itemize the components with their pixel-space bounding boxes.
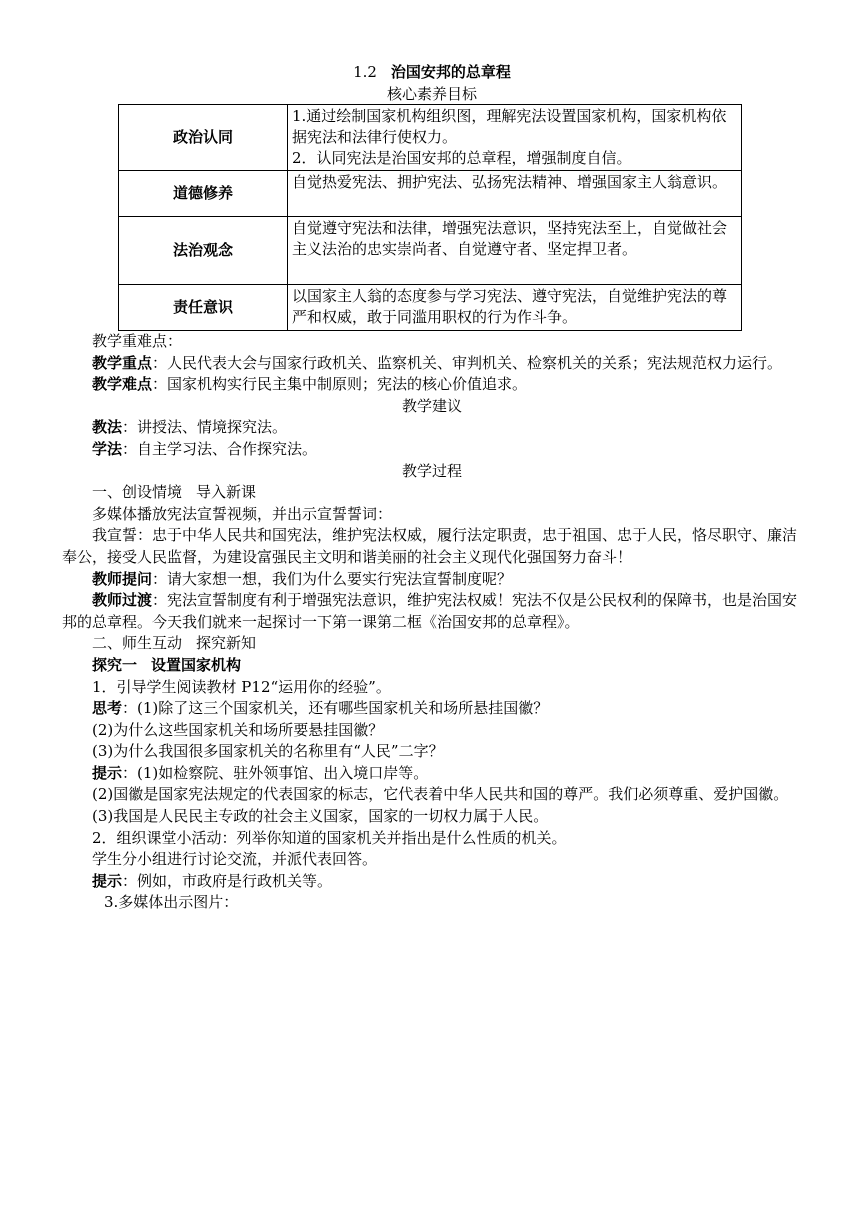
paragraph: (2)为什么这些国家机关和场所要悬挂国徽？ [92, 720, 384, 739]
learn-label: 学法 [92, 439, 123, 458]
goals-heading: 核心素养目标 [386, 85, 477, 103]
key-points-heading: 教学重难点： [92, 332, 183, 350]
difficulty-label: 教学难点 [92, 375, 153, 394]
hint-label: 提示 [92, 763, 123, 782]
goals-table [118, 104, 742, 331]
section-two-a: 二、师生互动 [92, 634, 183, 653]
explore-b: 设置国家机构 [151, 655, 242, 674]
paragraph: (3)我国是人民民主专政的社会主义国家，国家的一切权力属于人民。 [92, 807, 549, 826]
section-two-b: 探究新知 [196, 634, 257, 653]
focus-paragraph [62, 353, 802, 375]
trans-label: 教师过渡 [92, 591, 153, 610]
table-row [119, 285, 742, 331]
think-text: ：(1)除了这三个国家机关，还有哪些国家机关和场所悬挂国徽？ [122, 699, 549, 718]
hint-paragraph [62, 763, 802, 785]
goal-line: 1.通过绘制国家机构组织图，理解宪法设置国家机构，国家机构依据宪法和法律行使权力。 [292, 107, 727, 146]
paragraph: 学生分小组进行讨论交流，并派代表回答。 [92, 850, 378, 869]
document-page [62, 60, 802, 914]
method-paragraph [62, 417, 802, 439]
goal-text: 自觉遵守宪法和法律，增强宪法意识，坚持宪法至上，自觉做社会主义法治的忠实崇尚者、自觉遵守者、坚定捍卫者。 [288, 217, 742, 285]
lesson-title-text: 治国安邦的总章程 [390, 63, 511, 81]
goal-text [288, 105, 742, 171]
goal-line: 2．认同宪法是治国安邦的总章程，增强制度自信。 [292, 149, 632, 167]
paragraph: (2)国徽是国家宪法规定的代表国家的标志，它代表着中华人民共和国的尊严。我们必须尊重、爱护国徽。 [92, 785, 789, 804]
paragraph: 3.多媒体出示图片： [104, 893, 239, 912]
oath-paragraph: 我宣誓：忠于中华人民共和国宪法，维护宪法权威，履行法定职责，忠于祖国、忠于人民，恪尽职守、廉洁奉公，接受人民监督，为建设富强民主文明和谐美丽的社会主义现代化强国努力奋斗！ [62, 526, 798, 566]
method-label: 教法 [92, 418, 123, 437]
focus-text: ：人民代表大会与国家行政机关、监察机关、审判机关、检察机关的关系；宪法规范权力运行。 [152, 353, 783, 372]
paragraph: 1．引导学生阅读教材 P12“运用你的经验”。 [92, 677, 391, 696]
goal-key: 责任意识 [119, 285, 288, 331]
section-one-heading [62, 482, 802, 504]
focus-label: 教学重点 [92, 353, 153, 372]
goal-text: 自觉热爱宪法、拥护宪法、弘扬宪法精神、增强国家主人翁意识。 [288, 171, 742, 217]
table-row [119, 105, 742, 171]
goal-text: 以国家主人翁的态度参与学习宪法、遵守宪法，自觉维护宪法的尊严和权威，敢于同滥用职权的行为作斗争。 [288, 285, 742, 331]
method-text: ：讲授法、情境探究法。 [122, 418, 288, 437]
section-one-b: 导入新课 [196, 483, 257, 502]
hint2-text: ：例如，市政府是行政机关等。 [122, 871, 333, 890]
paragraph: 2．组织课堂小活动：列举你知道的国家机关并指出是什么性质的机关。 [92, 828, 567, 847]
ask-text: ：请大家想一想，我们为什么要实行宪法宣誓制度呢？ [152, 569, 513, 588]
learn-text: ：自主学习法、合作探究法。 [122, 439, 318, 458]
think-label: 思考 [92, 699, 123, 718]
section-two-heading [62, 633, 802, 655]
hint-text: ：(1)如检察院、驻外领事馆、出入境口岸等。 [122, 763, 429, 782]
trans-text: ：宪法宣誓制度有利于增强宪法意识，维护宪法权威！宪法不仅是公民权利的保障书，也是治国安邦的总章程。今天我们就来一起探讨一下第一课第二框《治国安邦的总章程》。 [62, 591, 798, 631]
ask-label: 教师提问 [92, 569, 153, 588]
teacher-transition [62, 590, 802, 633]
goal-key: 法治观念 [119, 217, 288, 285]
difficulty-text: ：国家机构实行民主集中制原则；宪法的核心价值追求。 [152, 375, 528, 394]
table-row [119, 171, 742, 217]
learn-paragraph [62, 439, 802, 461]
hint2-label: 提示 [92, 871, 123, 890]
paragraph: 多媒体播放宪法宣誓视频，并出示宣誓誓词： [92, 504, 393, 523]
difficulty-paragraph [62, 374, 802, 396]
goal-key: 政治认同 [119, 105, 288, 171]
section-one-a: 一、创设情境 [92, 483, 183, 502]
suggestions-heading: 教学建议 [401, 396, 462, 415]
explore-a: 探究一 [92, 655, 138, 674]
paragraph: (3)为什么我国很多国家机关的名称里有“人民”二字？ [92, 742, 444, 761]
hint2-paragraph [62, 871, 802, 893]
teacher-question [62, 569, 802, 591]
lesson-title [62, 60, 802, 84]
think-paragraph [62, 698, 802, 720]
process-heading: 教学过程 [401, 461, 462, 480]
lesson-number: 1.2 [353, 63, 377, 81]
goal-key: 道德修养 [119, 171, 288, 217]
explore-heading [62, 655, 802, 677]
table-row [119, 217, 742, 285]
